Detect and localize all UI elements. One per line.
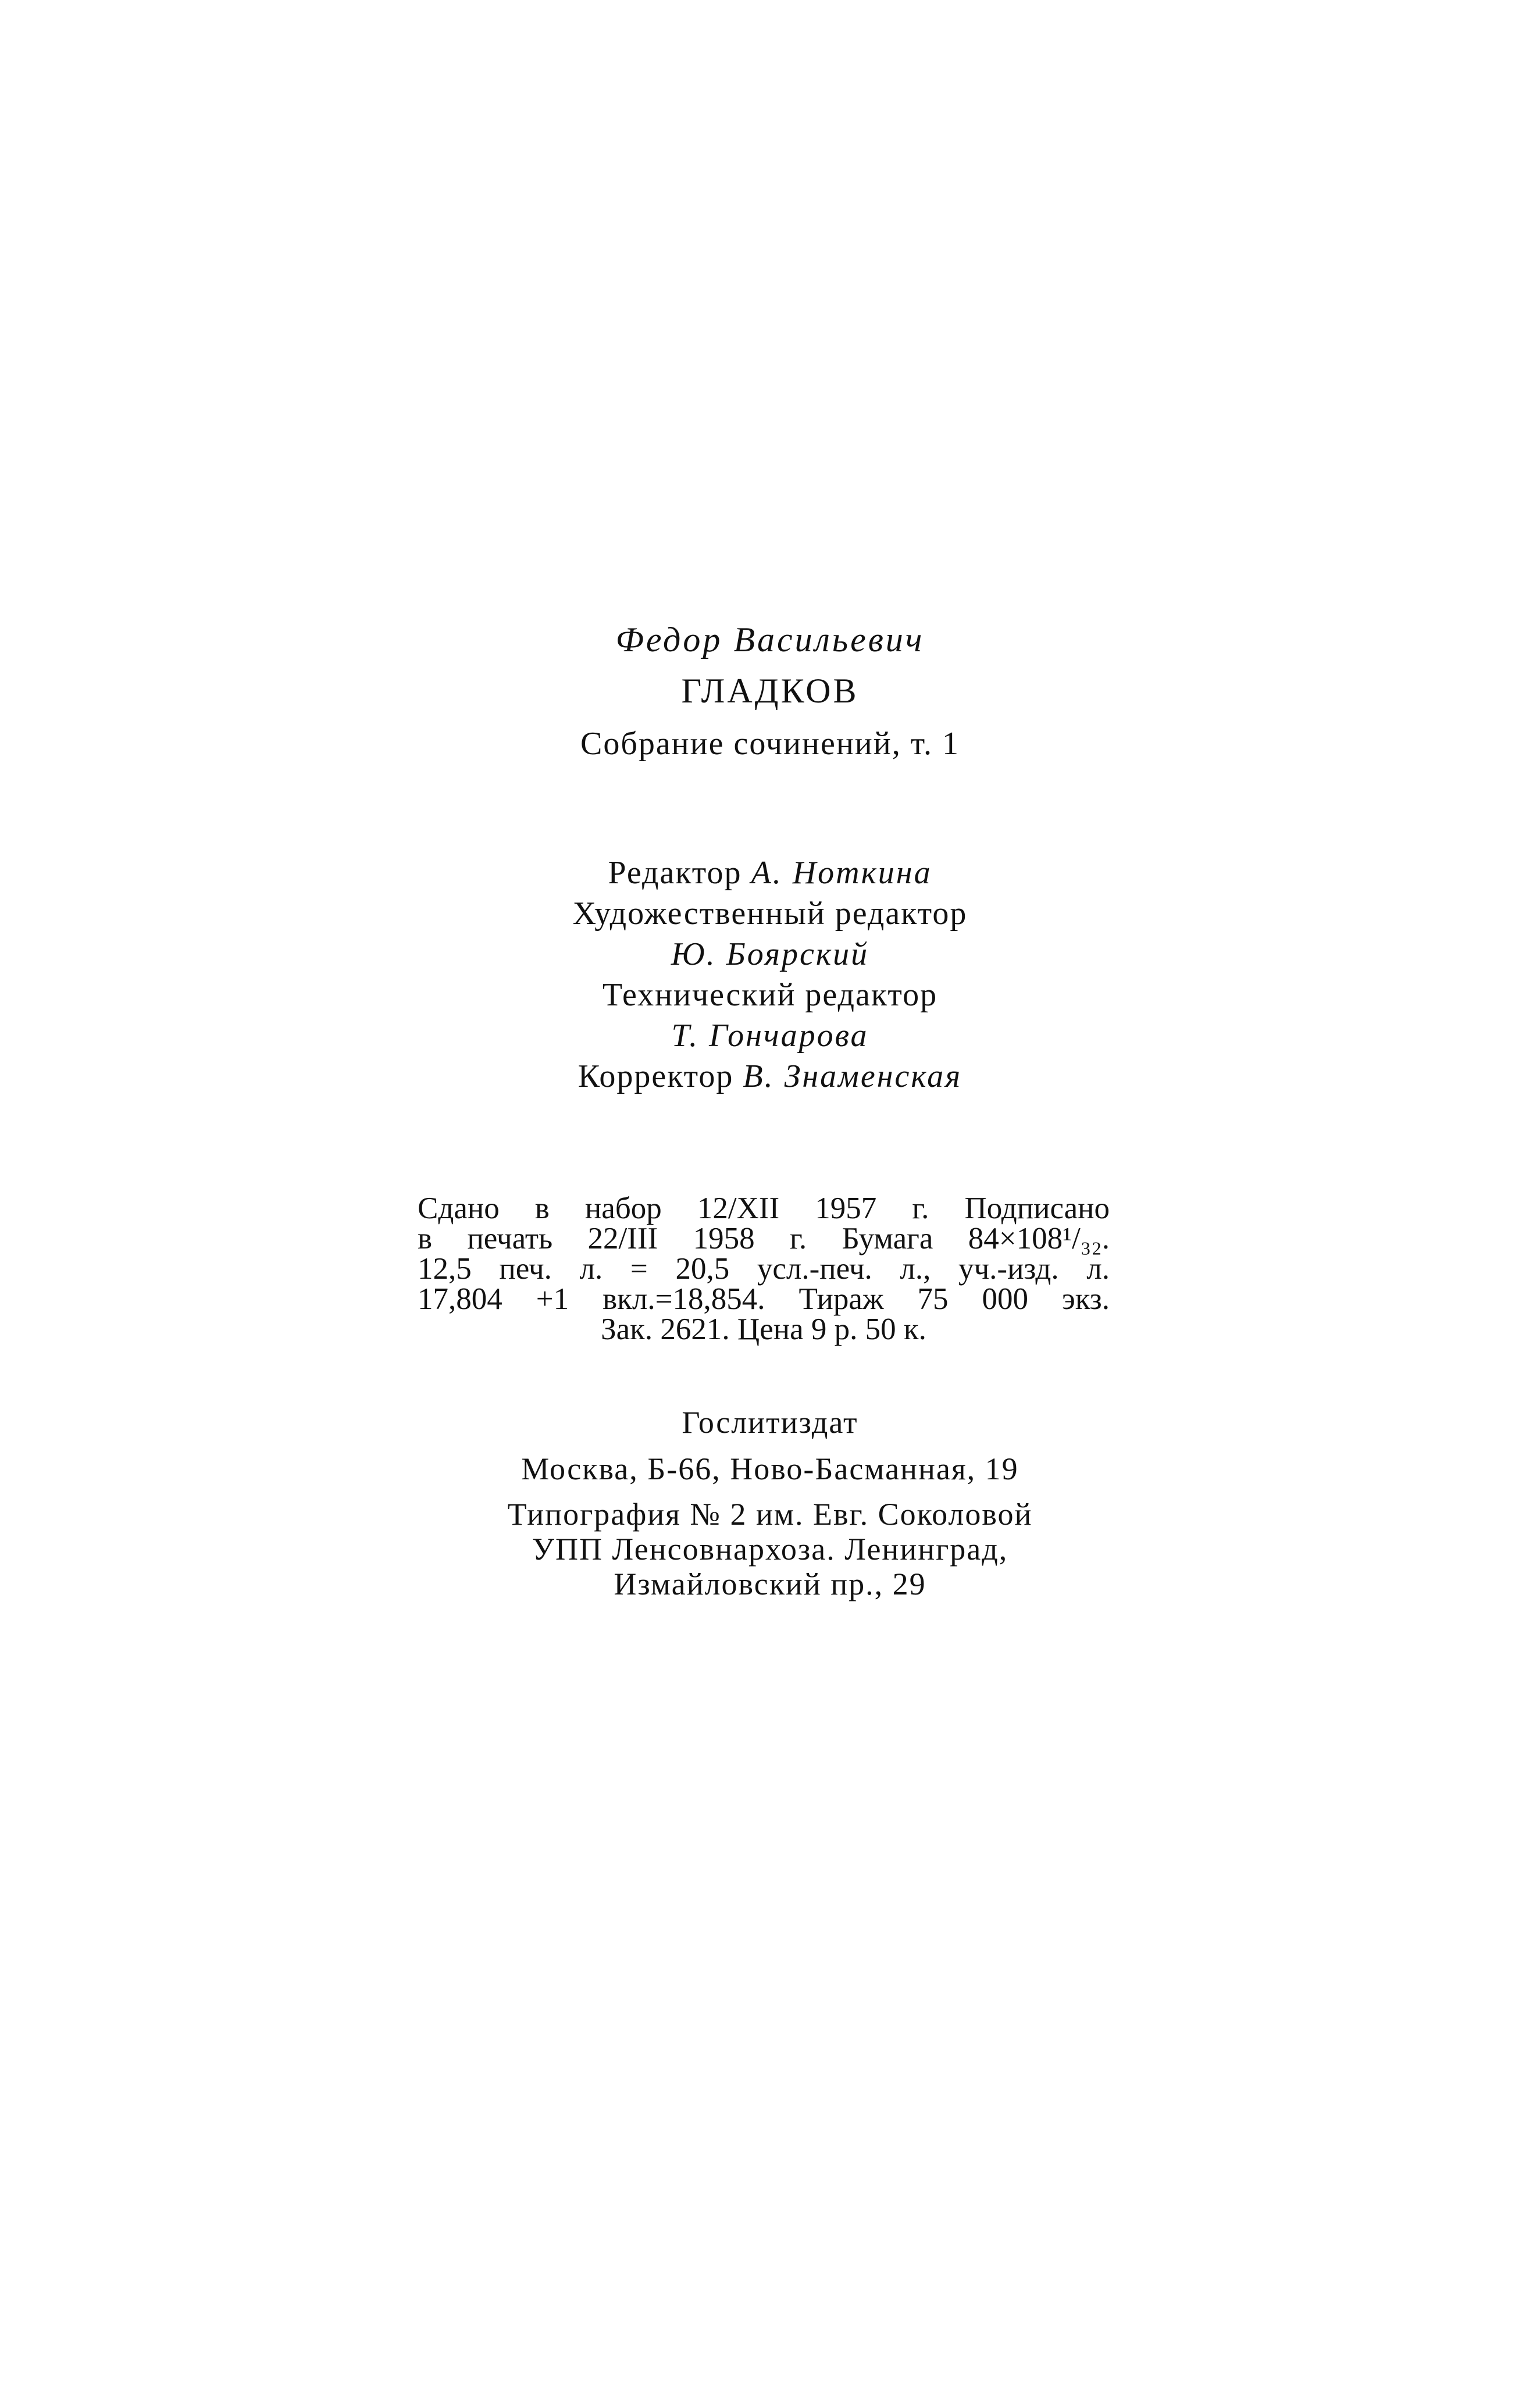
printer-line: Типография № 2 им. Евг. Соколовой bbox=[507, 1497, 1033, 1532]
title-block bbox=[0, 615, 1540, 770]
editor-role: Редактор bbox=[608, 855, 742, 891]
imprint-line: Зак. 2621. Цена 9 р. 50 к. bbox=[601, 1312, 926, 1346]
imprint-line: Сдано в набор 12/XII 1957 г. Подписано bbox=[418, 1191, 1110, 1225]
publisher-address: Москва, Б-66, Ново-Басманная, 19 bbox=[521, 1451, 1019, 1486]
tech-editor-name: Т. Гончарова bbox=[671, 1018, 869, 1054]
imprint-line: в печать 22/III 1958 г. Бумага 84×108¹/₃₂. bbox=[418, 1222, 1110, 1255]
corrector-credit bbox=[0, 1056, 1540, 1097]
art-editor-name: Ю. Боярский bbox=[671, 936, 869, 972]
corrector-name: В. Знаменская bbox=[743, 1058, 962, 1094]
credits-block bbox=[0, 852, 1540, 1097]
corrector-role: Корректор bbox=[578, 1058, 734, 1094]
imprint-line: 17,804 +1 вкл.=18,854. Тираж 75 000 экз. bbox=[418, 1282, 1110, 1316]
imprint-line: 12,5 печ. л. = 20,5 усл.-печ. л., уч.-изд. л. bbox=[418, 1252, 1110, 1286]
printer-block bbox=[0, 1497, 1540, 1601]
publisher-block bbox=[0, 1399, 1540, 1492]
tech-editor-role: Технический редактор bbox=[602, 977, 938, 1013]
editor-credit bbox=[0, 852, 1540, 893]
printer-line: Измайловский пр., 29 bbox=[614, 1567, 926, 1601]
author-first-name: Федор Васильевич bbox=[615, 620, 925, 659]
author-last-name: ГЛАДКОВ bbox=[681, 672, 859, 710]
printer-line: УПП Ленсовнархоза. Ленинград, bbox=[532, 1532, 1008, 1567]
publisher-name: Гослитиздат bbox=[682, 1405, 858, 1440]
book-subtitle: Собрание сочинений, т. 1 bbox=[580, 726, 960, 762]
imprint-block bbox=[418, 1193, 1110, 1344]
editor-name: А. Ноткина bbox=[751, 855, 932, 891]
art-editor-role: Художественный редактор bbox=[572, 896, 968, 932]
